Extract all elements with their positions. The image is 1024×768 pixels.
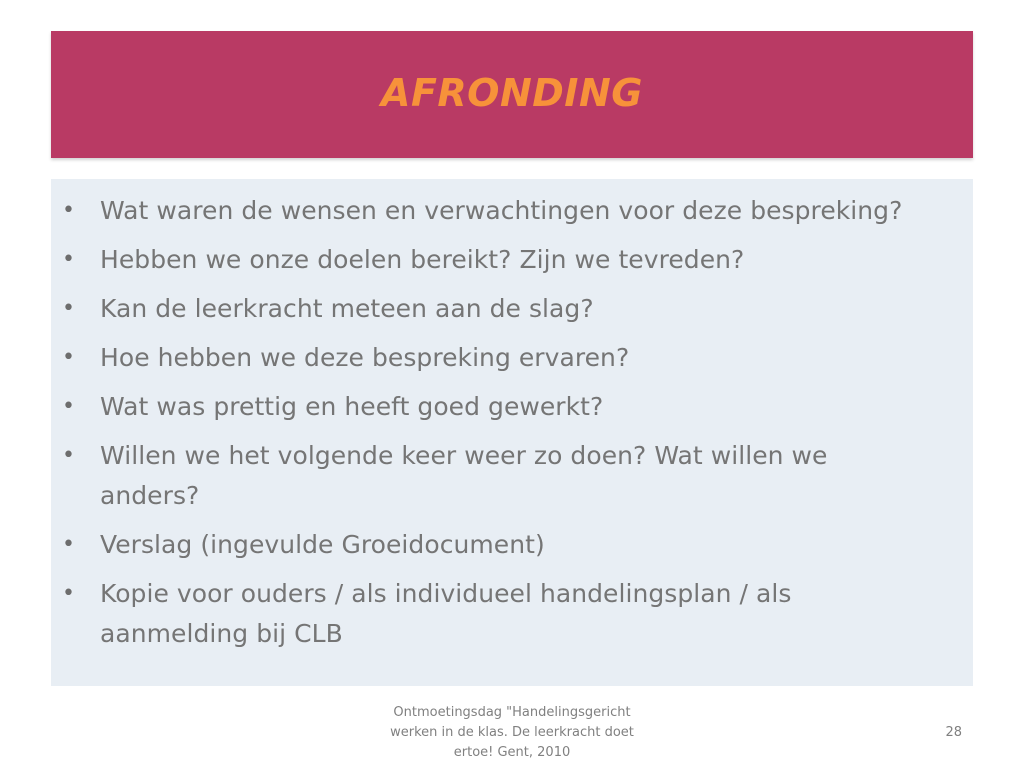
bullet-text: Kan de leerkracht meteen aan de slag? bbox=[100, 294, 594, 323]
bullet-icon: • bbox=[62, 247, 76, 272]
bullet-text: Willen we het volgende keer weer zo doen? Wat willen we anders? bbox=[100, 441, 828, 510]
bullet-text: Kopie voor ouders / als individueel handelingsplan / als aanmelding bij CLB bbox=[100, 579, 792, 648]
bullet-item bbox=[51, 436, 933, 516]
bullet-text: Hoe hebben we deze bespreking ervaren? bbox=[100, 343, 630, 372]
bullet-text: Hebben we onze doelen bereikt? Zijn we tevreden? bbox=[100, 245, 745, 274]
bullet-item bbox=[51, 240, 933, 280]
bullet-icon: • bbox=[62, 532, 76, 557]
bullet-icon: • bbox=[62, 443, 76, 468]
title-band bbox=[51, 31, 973, 158]
slide-title: AFRONDING bbox=[381, 70, 643, 115]
footer-line: ertoe! Gent, 2010 bbox=[453, 745, 571, 760]
bullet-icon: • bbox=[62, 581, 76, 606]
bullet-item bbox=[51, 574, 933, 654]
bullet-item bbox=[51, 387, 933, 427]
bullet-item bbox=[51, 289, 933, 329]
bullet-text: Wat waren de wensen en verwachtingen voor deze bespreking? bbox=[100, 196, 903, 225]
bullet-text: Verslag (ingevulde Groeidocument) bbox=[100, 530, 545, 559]
footer-text bbox=[362, 703, 662, 763]
bullet-list bbox=[51, 179, 973, 654]
bullet-item bbox=[51, 191, 933, 231]
bullet-icon: • bbox=[62, 345, 76, 370]
bullet-item bbox=[51, 525, 933, 565]
footer-line: werken in de klas. De leerkracht doet bbox=[390, 725, 634, 740]
content-box bbox=[51, 179, 973, 686]
bullet-icon: • bbox=[62, 198, 76, 223]
bullet-icon: • bbox=[62, 296, 76, 321]
footer-line: Ontmoetingsdag "Handelingsgericht bbox=[393, 705, 631, 720]
bullet-item bbox=[51, 338, 933, 378]
bullet-icon: • bbox=[62, 394, 76, 419]
page-number: 28 bbox=[945, 725, 962, 740]
bullet-text: Wat was prettig en heeft goed gewerkt? bbox=[100, 392, 604, 421]
